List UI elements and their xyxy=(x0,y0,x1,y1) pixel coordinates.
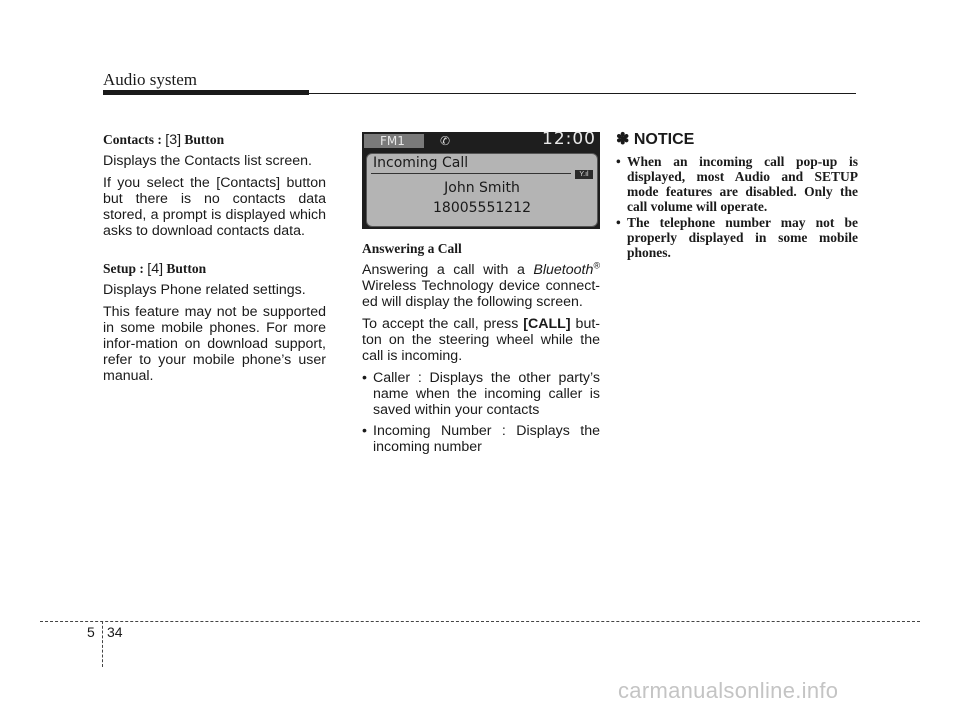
setup-note: This feature may not be supported in some mobile phones. For more infor-mation on download support, refer to your mobile phone’s user manual. xyxy=(103,304,326,384)
caller-name: John Smith xyxy=(444,180,520,196)
notice-column xyxy=(616,132,858,261)
footer-rule xyxy=(40,621,920,622)
answering-intro-rest: Wireless Technology device connect-ed will display the following screen. xyxy=(362,278,600,310)
header-rule-thin xyxy=(309,93,856,94)
answering-instruction-rest: but-ton on the steering wheel while the call is incoming. xyxy=(362,316,600,364)
setup-heading-suffix: Button xyxy=(163,261,207,276)
notice-list xyxy=(616,154,858,260)
answering-instruction-text: To accept the call, press xyxy=(362,316,524,332)
registered-mark: ® xyxy=(593,260,600,271)
contacts-note: If you select the [Contacts] button but there is no contacts data stored, a prompt is displayed which asks to download contacts data. xyxy=(103,175,326,239)
bluetooth-phone-icon: ✆ xyxy=(440,134,451,148)
contacts-heading-key: [3] xyxy=(165,132,182,148)
answering-heading: Answering a Call xyxy=(362,241,462,256)
signal-strength-icon: Y.ıl xyxy=(575,170,593,179)
contacts-heading-suffix: Button xyxy=(181,132,225,147)
header-rule-thick xyxy=(103,90,309,95)
notice-title-text: NOTICE xyxy=(629,131,695,148)
setup-description: Displays Phone related settings. xyxy=(103,282,306,298)
contacts-heading xyxy=(103,132,326,148)
footer-vertical-rule xyxy=(102,621,103,667)
answering-bullet-list xyxy=(362,370,600,455)
middle-column xyxy=(362,129,600,460)
caller-number: 18005551212 xyxy=(433,200,531,216)
left-column xyxy=(103,132,326,390)
watermark[interactable]: carmanualsonline.info xyxy=(618,678,839,703)
setup-heading-prefix: Setup : xyxy=(103,261,148,276)
list-item: • Caller : Displays the other party’s name when the incoming caller is saved within your contacts xyxy=(362,370,600,418)
popup-title: Incoming Call xyxy=(373,155,469,171)
setup-heading xyxy=(103,261,326,277)
call-button-label: [CALL] xyxy=(523,316,571,332)
list-item: • When an incoming call pop-up is displayed, most Audio and SETUP mode features are disabled. Only the call volume will operate. xyxy=(616,154,858,214)
incoming-call-screen xyxy=(362,129,600,229)
list-item: • Incoming Number : Displays the incoming number xyxy=(362,423,600,455)
answering-intro-text: Answering a call with a xyxy=(362,262,534,278)
answering-instruction xyxy=(362,316,600,364)
clock: 12:00 xyxy=(542,129,596,149)
notice-title xyxy=(616,132,858,148)
screen-status-bar xyxy=(362,129,600,150)
section-title: Audio system xyxy=(103,70,197,89)
bluetooth-brand: Bluetooth xyxy=(533,262,594,278)
contacts-description: Displays the Contacts list screen. xyxy=(103,153,312,169)
chapter-number: 5 xyxy=(87,624,95,640)
contacts-heading-prefix: Contacts : xyxy=(103,132,166,147)
band-indicator: FM1 xyxy=(364,134,424,148)
answering-intro xyxy=(362,262,600,310)
list-item: • The telephone number may not be properly displayed in some mobile phones. xyxy=(616,215,858,260)
popup-divider xyxy=(371,173,571,174)
notice-star-icon: ✽ xyxy=(616,131,630,148)
setup-heading-key: [4] xyxy=(147,261,164,277)
incoming-call-popup xyxy=(366,153,598,227)
page-number: 34 xyxy=(107,624,123,640)
